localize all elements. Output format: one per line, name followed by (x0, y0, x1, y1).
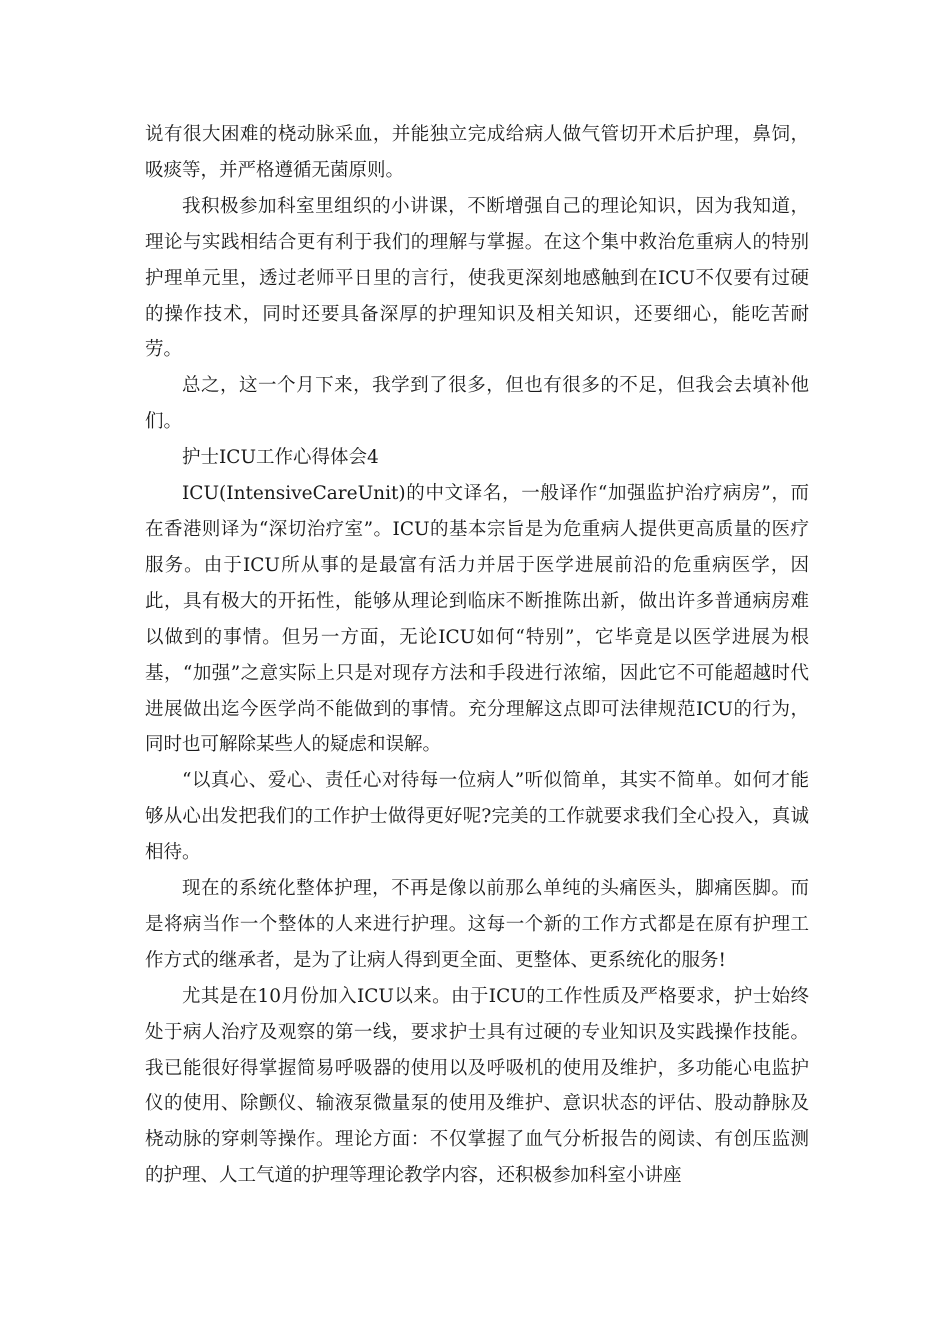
section-heading: 护士ICU工作心得体会4 (182, 447, 379, 469)
paragraph-continuation: 说有很大困难的桡动脉采血，并能独立完成给病人做气管切开术后护理，鼻饲，吸痰等，并严格遵循无菌原则。 (145, 124, 809, 181)
paragraph-icu-skills: 尤其是在10月份加入ICU以来。由于ICU的工作性质及严格要求，护士始终处于病人治疗及观察的第一线，要求护士具有过硬的专业知识及实践操作技能。我已能很好得掌握简易呼吸器的使用以及呼吸机的使用及维护，多功能心电监护仪的使用、除颤仪、输液泵微量泵的使用及维护、意识状态的评估、股动静脉及桡动脉的穿刺等操作。理论方面：不仅掌握了血气分析报告的阅读、有创压监测的护理、人工气道的护理等理论教学内容，还积极参加科室小讲座 (145, 985, 809, 1187)
paragraph-icu-definition: ICU(IntensiveCareUnit)的中文译名，一般译作“加强监护治疗病房”，而在香港则译为“深切治疗室”。ICU的基本宗旨是为危重病人提供更高质量的医疗服务。由于ICU所从事的是最富有活力并居于医学进展前沿的危重病医学，因此，具有极大的开拓性，能够从理论到临床不断推陈出新，做出许多普通病房难以做到的事情。但另一方面，无论ICU如何“特别”，它毕竟是以医学进展为根基，“加强”之意实际上只是对现存方法和手段进行浓缩，因此它不可能超越时代进展做出迄今医学尚不能做到的事情。充分理解这点即可法律规范ICU的行为，同时也可解除某些人的疑虑和误解。 (145, 483, 809, 756)
document-body (145, 117, 809, 1194)
paragraph-holistic-care: 现在的系统化整体护理，不再是像以前那么单纯的头痛医头，脚痛医脚。而是将病当作一个整体的人来进行护理。这每一个新的工作方式都是在原有护理工作方式的继承者，是为了让病人得到更全面、更整体、更系统化的服务! (145, 878, 809, 971)
paragraph-lectures: 我积极参加科室里组织的小讲课，不断增强自己的理论知识，因为我知道，理论与实践相结合更有利于我们的理解与掌握。在这个集中救治危重病人的特别护理单元里，透过老师平日里的言行，使我更深刻地感触到在ICU不仅要有过硬的操作技术，同时还要具备深厚的护理知识及相关知识，还要细心，能吃苦耐劳。 (145, 195, 809, 361)
paragraph-sincerity: “以真心、爱心、责任心对待每一位病人”听似简单，其实不简单。如何才能够从心出发把我们的工作护士做得更好呢?完美的工作就要求我们全心投入，真诚相待。 (145, 770, 809, 864)
paragraph-summary: 总之，这一个月下来，我学到了很多，但也有很多的不足，但我会去填补他们。 (145, 375, 809, 433)
